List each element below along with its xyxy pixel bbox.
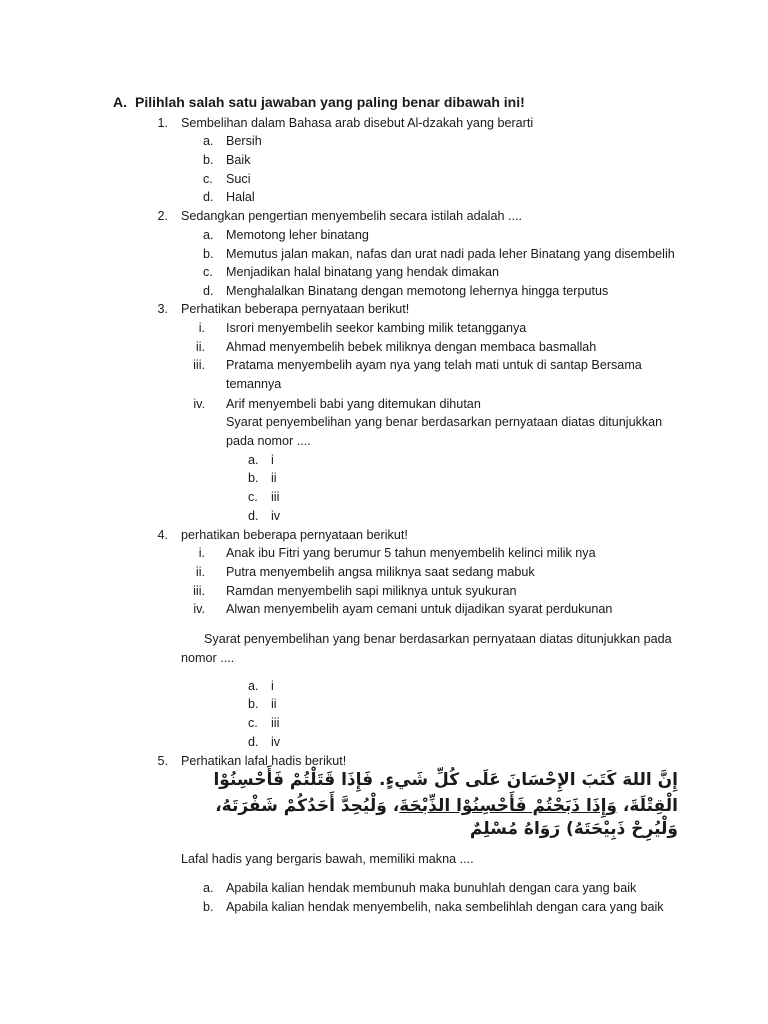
- question-prompt-continued: pada nomor ....: [226, 434, 311, 448]
- question-number: 4.: [157, 528, 168, 542]
- question-prompt: Lafal hadis yang bergaris bawah, memiliki makna ....: [181, 852, 474, 866]
- question-prompt-continued: nomor ....: [181, 651, 235, 665]
- option-label: a.: [203, 134, 214, 148]
- arabic-hadith-line-1: إِنَّ اللهَ كَتَبَ الإِحْسَانَ عَلَى كُلِّ شَيءٍ. فَإِذَا قَتَلْتُمْ فَأَحْسِنُوْا: [213, 770, 678, 790]
- statement-text: Alwan menyembelih ayam cemani untuk dijadikan syarat perdukunan: [226, 602, 613, 616]
- option-text: Suci: [226, 172, 251, 186]
- arabic-hadith-segment: الْقِتْلَةَ،: [616, 796, 678, 816]
- statement-text: Arif menyembeli babi yang ditemukan dihutan: [226, 397, 481, 411]
- option-text: Apabila kalian hendak menyembelih, naka sembelihlah dengan cara yang baik: [226, 900, 664, 914]
- statement-label: ii.: [195, 340, 205, 354]
- option-text: iv: [271, 509, 281, 523]
- option-text: iv: [271, 735, 281, 749]
- option-text: ii: [271, 471, 277, 485]
- option-label: b.: [203, 900, 214, 914]
- option-label: b.: [203, 153, 214, 167]
- question-text: Perhatikan beberapa pernyataan berikut!: [181, 302, 410, 316]
- option-label: a.: [248, 453, 259, 467]
- statement-label: iii.: [193, 358, 205, 372]
- question-text: Sedangkan pengertian menyembelih secara istilah adalah ....: [181, 209, 522, 223]
- arabic-hadith-line-2: [215, 794, 678, 818]
- option-text: Menjadikan halal binatang yang hendak dimakan: [226, 265, 500, 279]
- statement-label: iii.: [193, 584, 205, 598]
- arabic-hadith-line-3: وَلْيُرِحْ ذَبِيْحَتَهُ) رَوَاهُ مُسْلِمٌ: [469, 819, 678, 839]
- statement-text: Isrori menyembelih seekor kambing milik tetangganya: [226, 321, 527, 335]
- question-number: 1.: [157, 116, 168, 130]
- section-letter: A.: [113, 94, 127, 110]
- statement-label: iv.: [193, 602, 205, 616]
- option-label: d.: [203, 284, 214, 298]
- statement-text: Pratama menyembelih ayam nya yang telah mati untuk di santap Bersama: [226, 358, 642, 372]
- question-number: 5.: [157, 754, 168, 768]
- option-text: Halal: [226, 190, 255, 204]
- option-text: Bersih: [226, 134, 262, 148]
- question-text: Sembelihan dalam Bahasa arab disebut Al-dzakah yang berarti: [181, 116, 534, 130]
- option-text: Baik: [226, 153, 251, 167]
- option-text: iii: [271, 490, 280, 504]
- statement-label: i.: [198, 321, 205, 335]
- section-title: Pilihlah salah satu jawaban yang paling benar dibawah ini!: [135, 94, 525, 110]
- question-number: 3.: [157, 302, 168, 316]
- option-label: c.: [248, 716, 258, 730]
- arabic-hadith-underlined: وَإِذَا ذَبَحْتُمْ فَأَحْسِنُوْا الذِّبْحَةَ: [399, 796, 617, 816]
- option-text: Apabila kalian hendak membunuh maka bunuhlah dengan cara yang baik: [226, 881, 637, 895]
- option-text: ii: [271, 697, 277, 711]
- statement-text-continued: temannya: [226, 377, 282, 391]
- question-text: Perhatikan lafal hadis berikut!: [181, 754, 347, 768]
- statement-text: Putra menyembelih angsa miliknya saat sedang mabuk: [226, 565, 535, 579]
- question-prompt: Syarat penyembelihan yang benar berdasarkan pernyataan diatas ditunjukkan pada: [204, 632, 672, 646]
- option-label: b.: [248, 697, 259, 711]
- arabic-hadith-segment: ، وَلْيُحِدَّ أَحَدُكُمْ شَفْرَتَهُ،: [215, 796, 400, 816]
- option-text: iii: [271, 716, 280, 730]
- option-text: i: [271, 679, 274, 693]
- question-text: perhatikan beberapa pernyataan berikut!: [181, 528, 408, 542]
- option-label: b.: [203, 247, 214, 261]
- option-label: b.: [248, 471, 259, 485]
- option-text: Menghalalkan Binatang dengan memotong lehernya hingga terputus: [226, 284, 609, 298]
- option-label: d.: [248, 735, 259, 749]
- question-number: 2.: [157, 209, 168, 223]
- option-text: Memotong leher binatang: [226, 228, 369, 242]
- question-prompt: Syarat penyembelihan yang benar berdasarkan pernyataan diatas ditunjukkan: [226, 415, 663, 429]
- option-label: a.: [248, 679, 259, 693]
- option-label: c.: [203, 172, 213, 186]
- statement-text: Anak ibu Fitri yang berumur 5 tahun menyembelih kelinci milik nya: [226, 546, 596, 560]
- option-label: a.: [203, 881, 214, 895]
- option-label: a.: [203, 228, 214, 242]
- statement-label: ii.: [195, 565, 205, 579]
- option-text: i: [271, 453, 274, 467]
- option-label: c.: [203, 265, 213, 279]
- statement-label: iv.: [193, 397, 205, 411]
- option-label: d.: [203, 190, 214, 204]
- statement-text: Ahmad menyembelih bebek miliknya dengan membaca basmallah: [226, 340, 597, 354]
- option-label: c.: [248, 490, 258, 504]
- statement-label: i.: [198, 546, 205, 560]
- statement-text: Ramdan menyembelih sapi miliknya untuk syukuran: [226, 584, 517, 598]
- option-text: Memutus jalan makan, nafas dan urat nadi pada leher Binatang yang disembelih: [226, 247, 675, 261]
- option-label: d.: [248, 509, 259, 523]
